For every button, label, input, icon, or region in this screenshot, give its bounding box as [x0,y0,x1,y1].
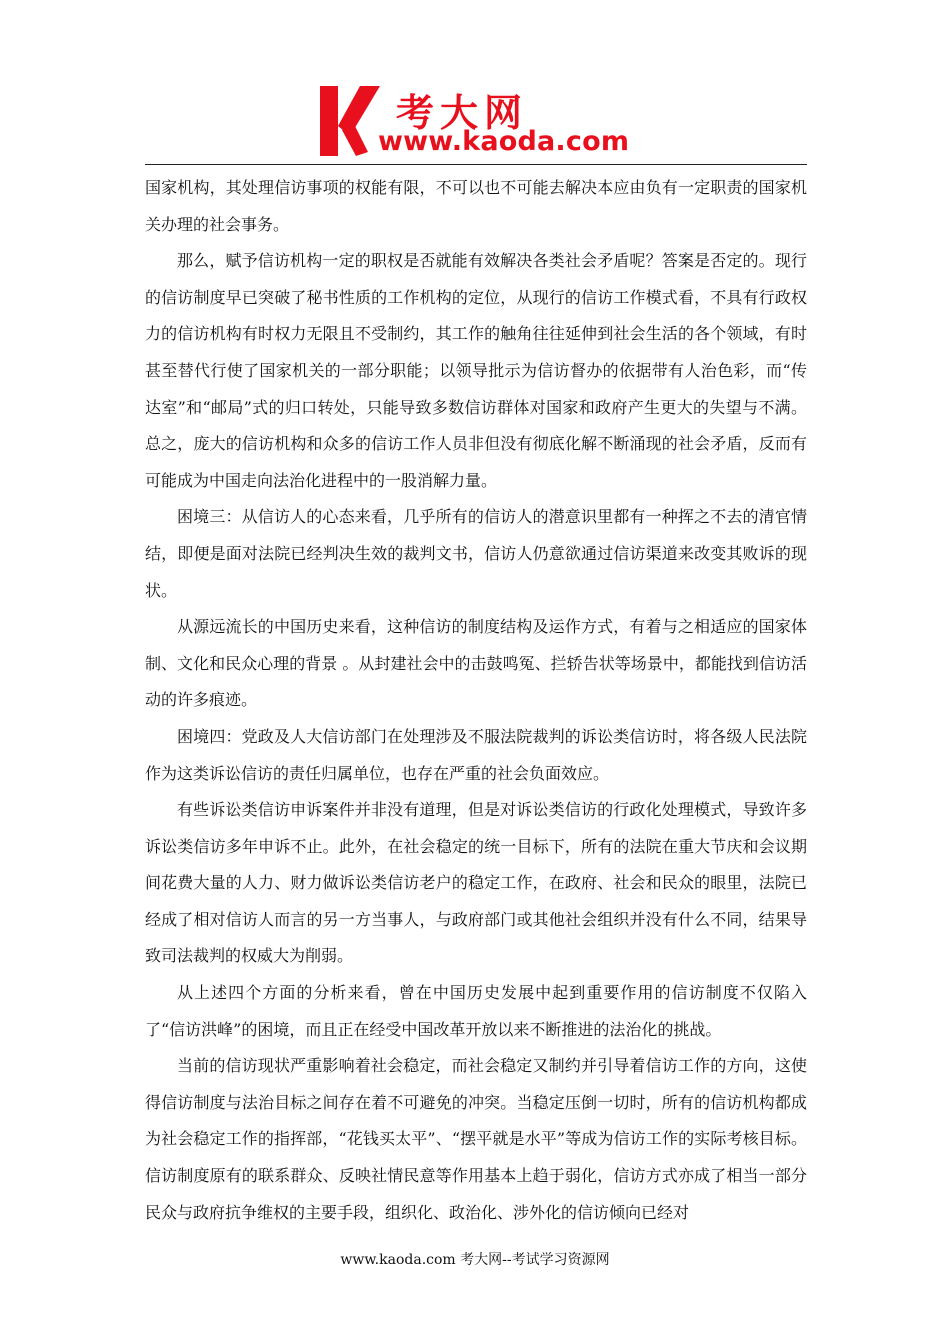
site-logo [316,86,646,158]
paragraph: 国家机构，其处理信访事项的权能有限，不可以也不可能去解决本应由负有一定职责的国家机关办理的社会事务。 [145,178,807,234]
page-footer: www.kaoda.com 考大网--考试学习资源网 [340,1252,610,1268]
paragraph: 困境四：党政及人大信访部门在处理涉及不服法院裁判的诉讼类信访时，将各级人民法院作为这类诉讼信访的责任归属单位，也存在严重的社会负面效应。 [145,726,807,783]
logo-url: www.kaoda.com [378,126,630,157]
header-divider [145,164,807,165]
logo-title: 考大网 [396,91,529,135]
paragraph: 困境三：从信访人的心态来看，几乎所有的信访人的潜意识里都有一种挥之不去的清官情结，即便是面对法院已经判决生效的裁判文书，信访人仍意欲通过信访渠道来改变其败诉的现状。 [145,507,807,600]
paragraph: 有些诉讼类信访申诉案件并非没有道理，但是对诉讼类信访的行政化处理模式，导致许多诉讼类信访多年申诉不止。此外，在社会稳定的统一目标下，所有的法院在重大节庆和会议期间花费大量的人力、财力做诉讼类信访老户的稳定工作，在政府、社会和民众的眼里，法院已经成了相对信访人而言的另一方当事人，与政府部门或其他社会组织并没有什么不同，结果导致司法裁判的权威大为削弱。 [145,800,807,966]
paragraph: 从上述四个方面的分析来看，曾在中国历史发展中起到重要作用的信访制度不仅陷入了“信访洪峰”的困境，而且正在经受中国改革开放以来不断推进的法治化的挑战。 [145,983,807,1039]
paragraph: 当前的信访现状严重影响着社会稳定，而社会稳定又制约并引导着信访工作的方向，这使得信访制度与法治目标之间存在着不可避免的冲突。当稳定压倒一切时，所有的信访机构都成为社会稳定工作的指挥部，“花钱买太平”、“摆平就是水平”等成为信访工作的实际考核目标。信访制度原有的联系群众、反映社情民意等作用基本上趋于弱化，信访方式亦成了相当一部分民众与政府抗争维权的主要手段，组织化、政治化、涉外化的信访倾向已经对 [145,1056,807,1222]
document-body [145,170,807,1231]
paragraph: 从源远流长的中国历史来看，这种信访的制度结构及运作方式，有着与之相适应的国家体制、文化和民众心理的背景 。从封建社会中的击鼓鸣冤、拦轿告状等场景中，都能找到信访活动的许多痕迹。 [145,617,807,710]
paragraph: 那么，赋予信访机构一定的职权是否就能有效解决各类社会矛盾呢？答案是否定的。现行的信访制度早已突破了秘书性质的工作机构的定位，从现行的信访工作模式看，不具有行政权力的信访机构有时权力无限且不受制约，其工作的触角往往延伸到社会生活的各个领域，有时甚至替代行使了国家机关的一部分职能；以领导批示为信访督办的依据带有人治色彩，而“传达室”和“邮局”式的归口转处，只能导致多数信访群体对国家和政府产生更大的失望与不满。总之，庞大的信访机构和众多的信访工作人员非但没有彻底化解不断涌现的社会矛盾，反而有可能成为中国走向法治化进程中的一股消解力量。 [145,251,807,490]
